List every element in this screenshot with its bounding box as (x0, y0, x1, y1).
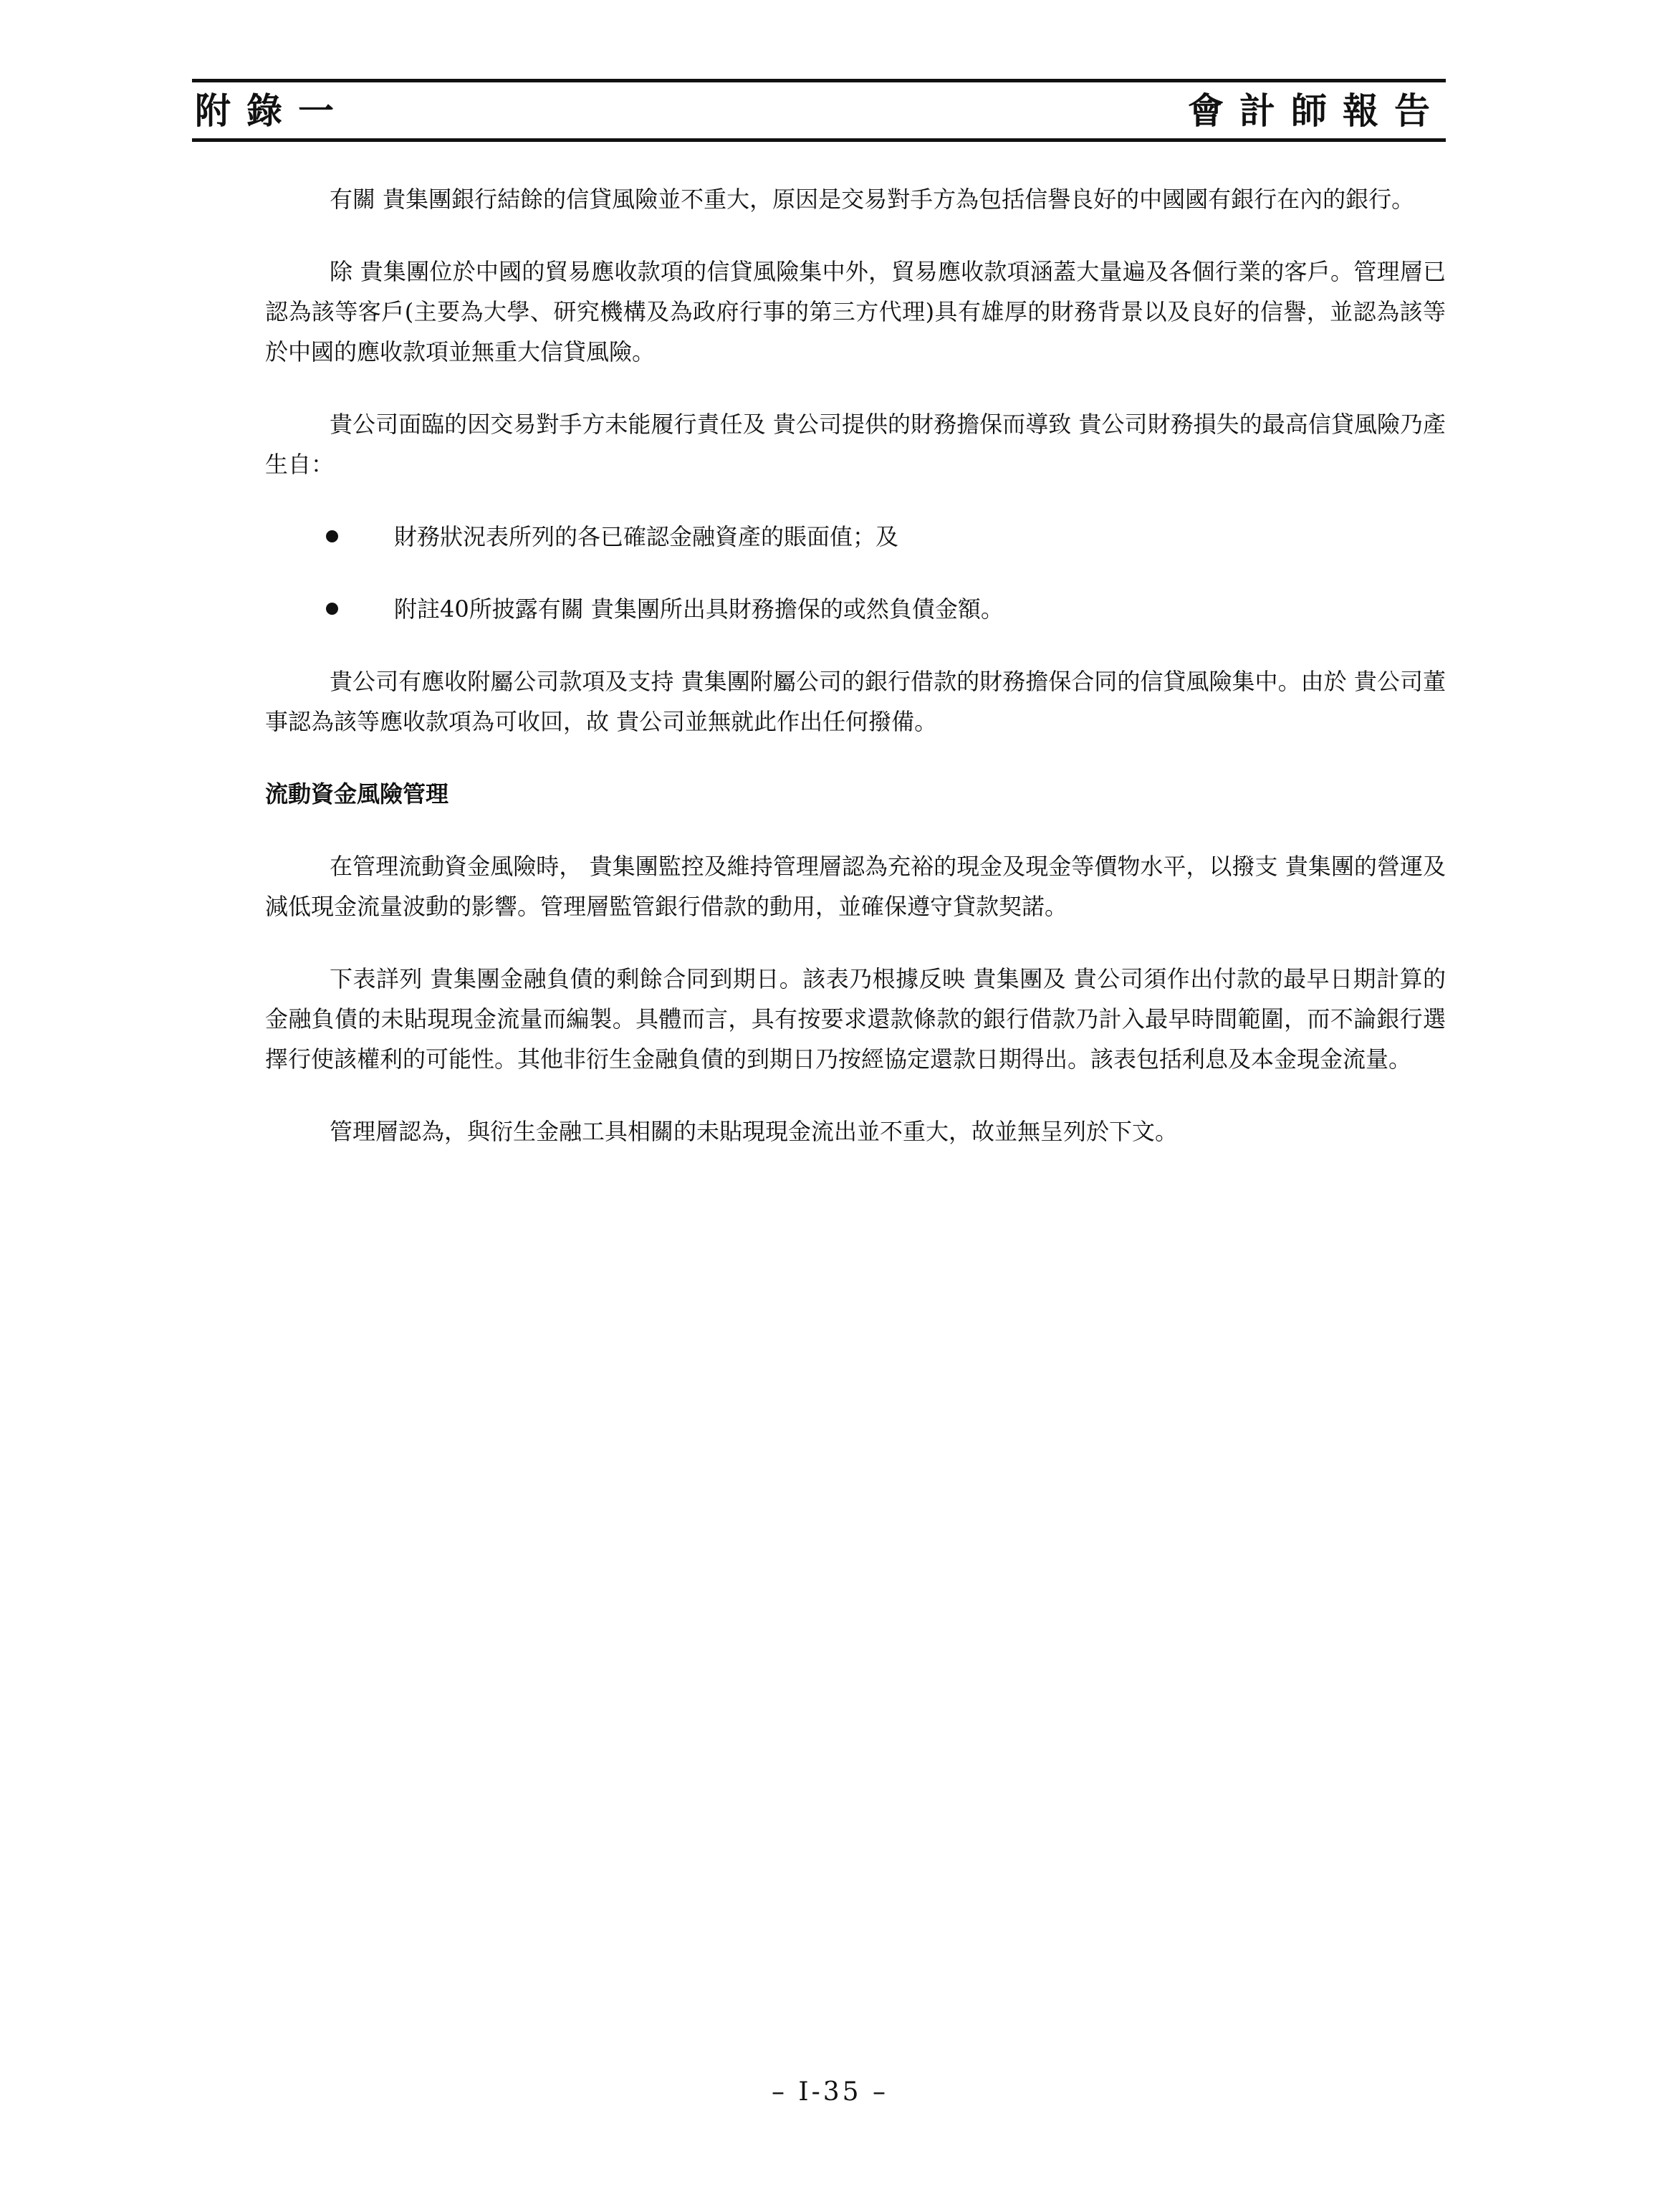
paragraph-bank-credit-risk: 有關 貴集團銀行結餘的信貸風險並不重大，原因是交易對手方為包括信譽良好的中國國有銀行在內的銀行。 (330, 186, 1415, 213)
paragraph-derivatives: 管理層認為，與衍生金融工具相關的未貼現現金流出並不重大，故並無呈列於下文。 (330, 1118, 1179, 1145)
bullet-text: 財務狀況表所列的各已確認金融資產的賬面值；及 (394, 523, 899, 550)
page-number: – I-35 – (771, 2077, 889, 2107)
appendix-title: 附錄一 (195, 90, 350, 132)
section-heading-liquidity: 流動資金風險管理 (265, 780, 449, 808)
paragraph-trade-receivables: 除 貴集團位於中國的貿易應收款項的信貸風險集中外，貿易應收款項涵蓋大量遍及各個行業的客戶。管理層已認為該等客戶(主要為大學、研究機構及為政府行事的第三方代理)具有雄厚的財務背景以及良好的信譽，並認為該等於中國的應收款項並無重大信貸風險。 (265, 258, 1446, 365)
paragraph-liquidity-management: 在管理流動資金風險時， 貴集團監控及維持管理層認為充裕的現金及現金等價物水平，以撥支 貴集團的營運及減低現金流量波動的影響。管理層監管銀行借款的動用，並確保遵守貸款契諾。 (265, 853, 1446, 920)
document-body (265, 179, 1446, 1152)
paragraph-max-credit-risk: 貴公司面臨的因交易對手方未能履行責任及 貴公司提供的財務擔保而導致 貴公司財務損失的最高信貸風險乃產生自： (265, 411, 1446, 478)
header-bottom-rule (192, 138, 1446, 142)
paragraph-maturity-table: 下表詳列 貴集團金融負債的剩餘合同到期日。該表乃根據反映 貴集團及 貴公司須作出付款的最早日期計算的金融負債的未貼現現金流量而編製。具體而言，具有按要求還款條款的銀行借款乃計入最早時間範圍，而不論銀行選擇行使該權利的可能性。其他非衍生金融負債的到期日乃按經協定還款日期得出。該表包括利息及本金現金流量。 (265, 965, 1446, 1073)
paragraph-subsidiary-receivables: 貴公司有應收附屬公司款項及支持 貴集團附屬公司的銀行借款的財務擔保合同的信貸風險集中。由於 貴公司董事認為該等應收款項為可收回，故 貴公司並無就此作出任何撥備。 (265, 668, 1446, 735)
bullet-item (265, 589, 1446, 629)
bullet-text: 附註40所披露有關 貴集團所出具財務擔保的或然負債金額。 (394, 595, 1004, 623)
credit-risk-bullet-list (265, 517, 1446, 629)
header-top-rule (192, 79, 1446, 82)
bullet-dot-icon (326, 603, 338, 615)
report-title: 會計師報告 (1188, 90, 1446, 132)
bullet-item (265, 517, 1446, 557)
bullet-dot-icon (326, 530, 338, 542)
